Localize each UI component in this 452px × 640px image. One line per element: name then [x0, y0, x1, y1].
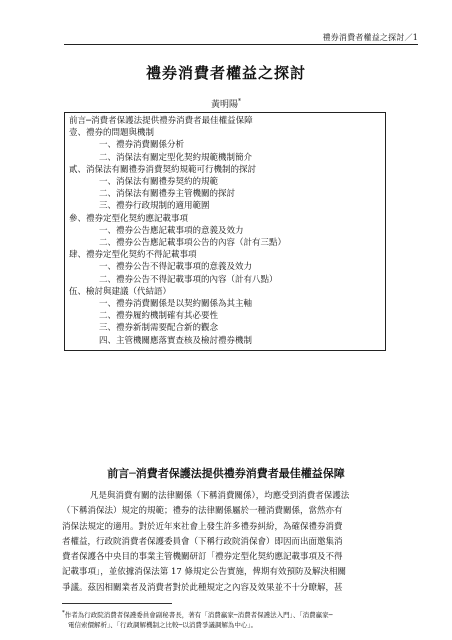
toc-item: 三、禮券行政規制的適用範圍	[99, 201, 210, 212]
toc-item: 二、禮券公告應記載事項公告的內容（計有三點）	[99, 238, 287, 249]
toc-item: 壹、禮券的問題與機制	[69, 128, 155, 139]
footnote-mark: *	[62, 610, 65, 616]
body-line: 消保法規定的適用。對於近年來社會上發生許多禮券糾紛，為確保禮券消費	[62, 521, 343, 532]
body-line: 凡是與消費有關的法律關係（下稱消費關係），均應受到消費者保護法	[90, 491, 350, 501]
footnote-line	[62, 608, 392, 620]
toc-item: 前言─消費者保護法提供禮券消費者最佳權益保障	[69, 116, 253, 126]
toc-item: 參、禮券定型化契約應記載事項	[69, 213, 189, 224]
article-title: 禮券消費者權益之探討	[145, 64, 306, 82]
toc-item: 四、主管機關應落實查核及檢討禮券機制	[99, 335, 253, 346]
footnote-rule	[62, 603, 172, 604]
toc-item: 肆、禮券定型化契約不得記載事項	[69, 250, 197, 261]
author-line	[0, 97, 452, 110]
body-line: （下稱消保法）規定的規範；禮券的法律關係屬於一種消費關係，當然亦有	[62, 506, 343, 517]
toc-item: 一、禮券公告應記載事項的意義及效力	[99, 225, 244, 236]
toc-item: 一、禮券公告不得記載事項的意義及效力	[99, 262, 253, 273]
toc-item: 貳、消保法有關禮券消費契約規範可行機制的探討	[69, 164, 257, 175]
toc-item: 一、禮券消費關係是以契約關係為其主軸	[99, 299, 253, 310]
table-of-contents	[64, 112, 386, 351]
author-name: 黃明陽	[210, 100, 238, 110]
toc-item: 一、禮券消費關係分析	[99, 140, 185, 151]
body-paragraph	[62, 489, 388, 596]
toc-item: 一、消保法有關禮券契約的規範	[99, 177, 219, 188]
footnote-text: 作者為行政院消費者保護委員會副秘書長，著有「消費贏家─消費者保護法入門」、「消費贏家─	[64, 611, 333, 620]
toc-item: 二、消保法有關定型化契約規範機制簡介	[99, 152, 253, 163]
footnote-line: 電信索價解析」、「行政調解機制之比較─以消費爭議調解為中心」。	[68, 621, 258, 630]
section-heading: 前言─消費者保護法提供禮券消費者最佳權益保障	[107, 467, 345, 480]
footnote	[62, 608, 392, 630]
toc-item: 三、禮券新制需要配合新的觀念	[99, 323, 219, 334]
body-line: 記載事項」，並依據消保法第 17 條規定公告實施，俾期有效預防及解決相關	[62, 567, 346, 578]
toc-item: 伍、檢討與建議（代結語）	[69, 286, 172, 297]
body-line: 爭議。茲因相關業者及消費者對於此種規定之內容及效果並不十分瞭解，甚	[62, 582, 343, 593]
header-rule	[64, 44, 418, 45]
body-line: 費者保護各中央目的事業主管機關研訂「禮券定型化契約應記載事項及不得	[62, 552, 343, 563]
author-footnote-mark: *	[238, 98, 241, 105]
running-header: 禮券消費者權益之探討／1	[322, 33, 418, 42]
toc-item: 二、消保法有關禮券主管機關的探討	[99, 189, 236, 200]
toc-item: 二、禮券履約機制確有其必要性	[99, 311, 219, 322]
toc-item: 二、禮券公告不得記載事項的內容（計有八點）	[99, 274, 278, 285]
body-line: 者權益，行政院消費者保護委員會（下稱行政院消保會）即因而出面邀集消	[62, 536, 343, 547]
